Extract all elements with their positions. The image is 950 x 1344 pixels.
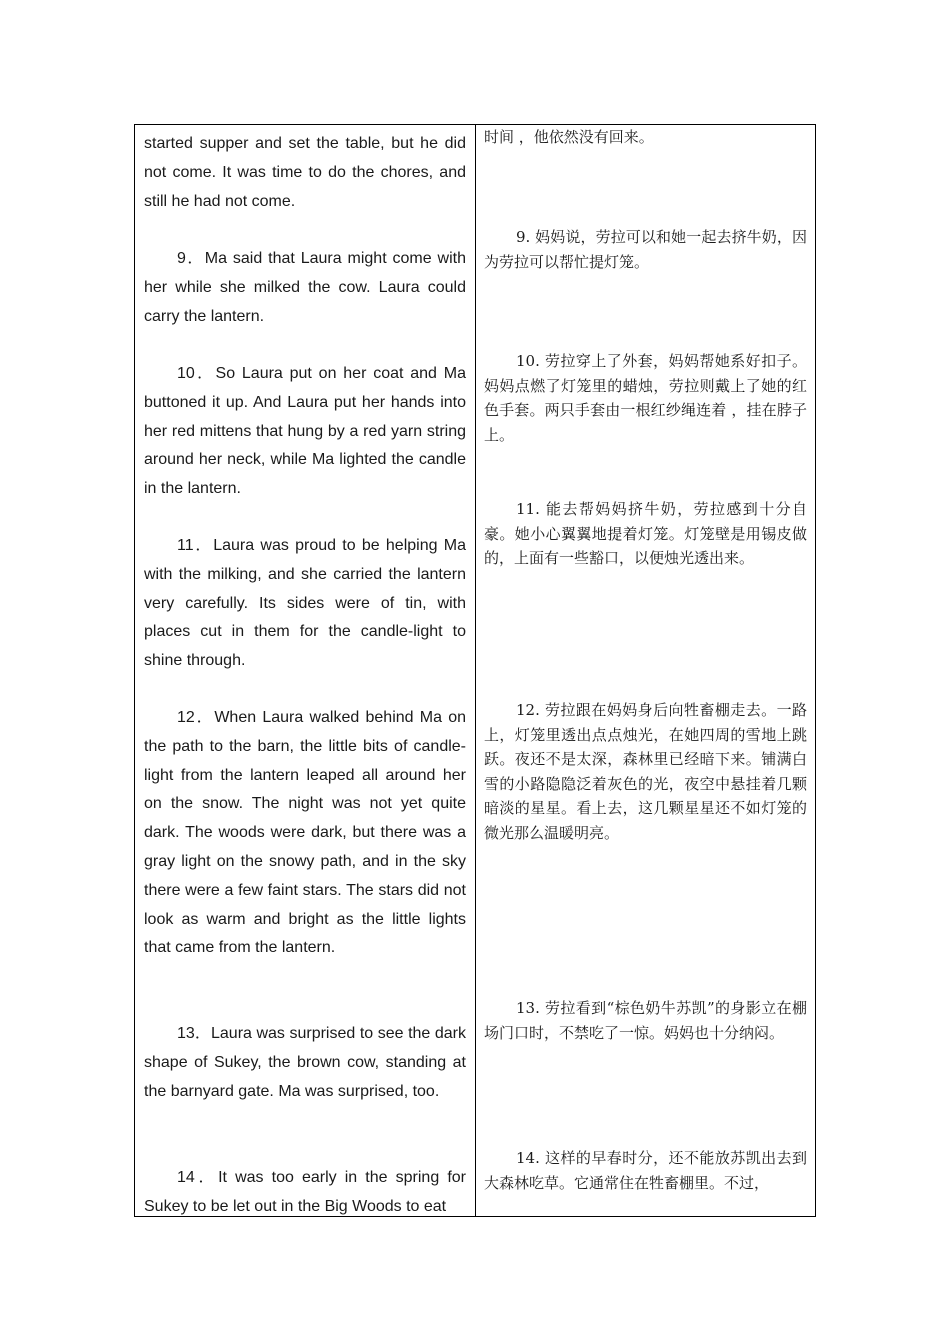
column-divider	[475, 124, 476, 1217]
english-paragraph-10: 10．So Laura put on her coat and Ma buttoned it up. And Laura put her hands into her red mittens that hung by a red yarn string around her neck, while Ma lighted the candle in the lantern.	[144, 365, 466, 498]
chinese-paragraph-14: 14. 这样的早春时分，还不能放苏凯出去到大森林吃草。它通常住在牲畜棚里。不过，	[484, 1149, 807, 1192]
english-paragraph-13: 13．Laura was surprised to see the dark shape of Sukey, the brown cow, standing at the barnyard gate. Ma was surprised, too.	[144, 1025, 466, 1100]
english-continuation: started supper and set the table, but he did not come. It was time to do the chores, and still he had not come.	[144, 135, 466, 210]
chinese-paragraph-10: 10. 劳拉穿上了外套，妈妈帮她系好扣子。妈妈点燃了灯笼里的蜡烛，劳拉则戴上了她的红色手套。两只手套由一根红纱绳连着 ，挂在脖子上。	[484, 352, 807, 444]
english-paragraph-14: 14．It was too early in the spring for Sukey to be let out in the Big Woods to eat	[144, 1169, 466, 1215]
english-paragraph-9: 9．Ma said that Laura might come with her while she milked the cow. Laura could carry the lantern.	[144, 250, 466, 325]
chinese-paragraph-11: 11. 能去帮妈妈挤牛奶，劳拉感到十分自豪。她小心翼翼地提着灯笼。灯笼壁是用锡皮做的，上面有一些豁口，以便烛光透出来。	[484, 500, 807, 567]
english-paragraph-11: 11．Laura was proud to be helping Ma with the milking, and she carried the lantern very carefully. Its sides were of tin, with places cut in them for the candle-light to shine through.	[144, 537, 466, 670]
english-column	[144, 130, 466, 1214]
english-paragraph-12: 12．When Laura walked behind Ma on the path to the barn, the little bits of candle-light from the lantern leaped all around her on the snow. The night was not yet quite dark. The woods were dark, but there was a gray light on the snowy path, and in the sky there were a few faint stars. The stars did not look as warm and bright as the little lights that came from the lantern.	[144, 709, 466, 957]
chinese-column	[484, 125, 807, 1213]
chinese-paragraph-13: 13. 劳拉看到“棕色奶牛苏凯”的身影立在棚场门口时，不禁吃了一惊。妈妈也十分纳闷。	[484, 999, 807, 1042]
chinese-continuation: 时间 ，他依然没有回来。	[484, 128, 654, 146]
chinese-paragraph-12: 12. 劳拉跟在妈妈身后向牲畜棚走去。一路上，灯笼里透出点点烛光，在她四周的雪地上跳跃。夜还不是太深，森林里已经暗下来。铺满白雪的小路隐隐泛着灰色的光，夜空中悬挂着几颗暗淡的星星。看上去，这几颗星星还不如灯笼的微光那么温暖明亮。	[484, 701, 807, 842]
chinese-paragraph-9: 9. 妈妈说，劳拉可以和她一起去挤牛奶，因为劳拉可以帮忙提灯笼。	[484, 228, 807, 271]
